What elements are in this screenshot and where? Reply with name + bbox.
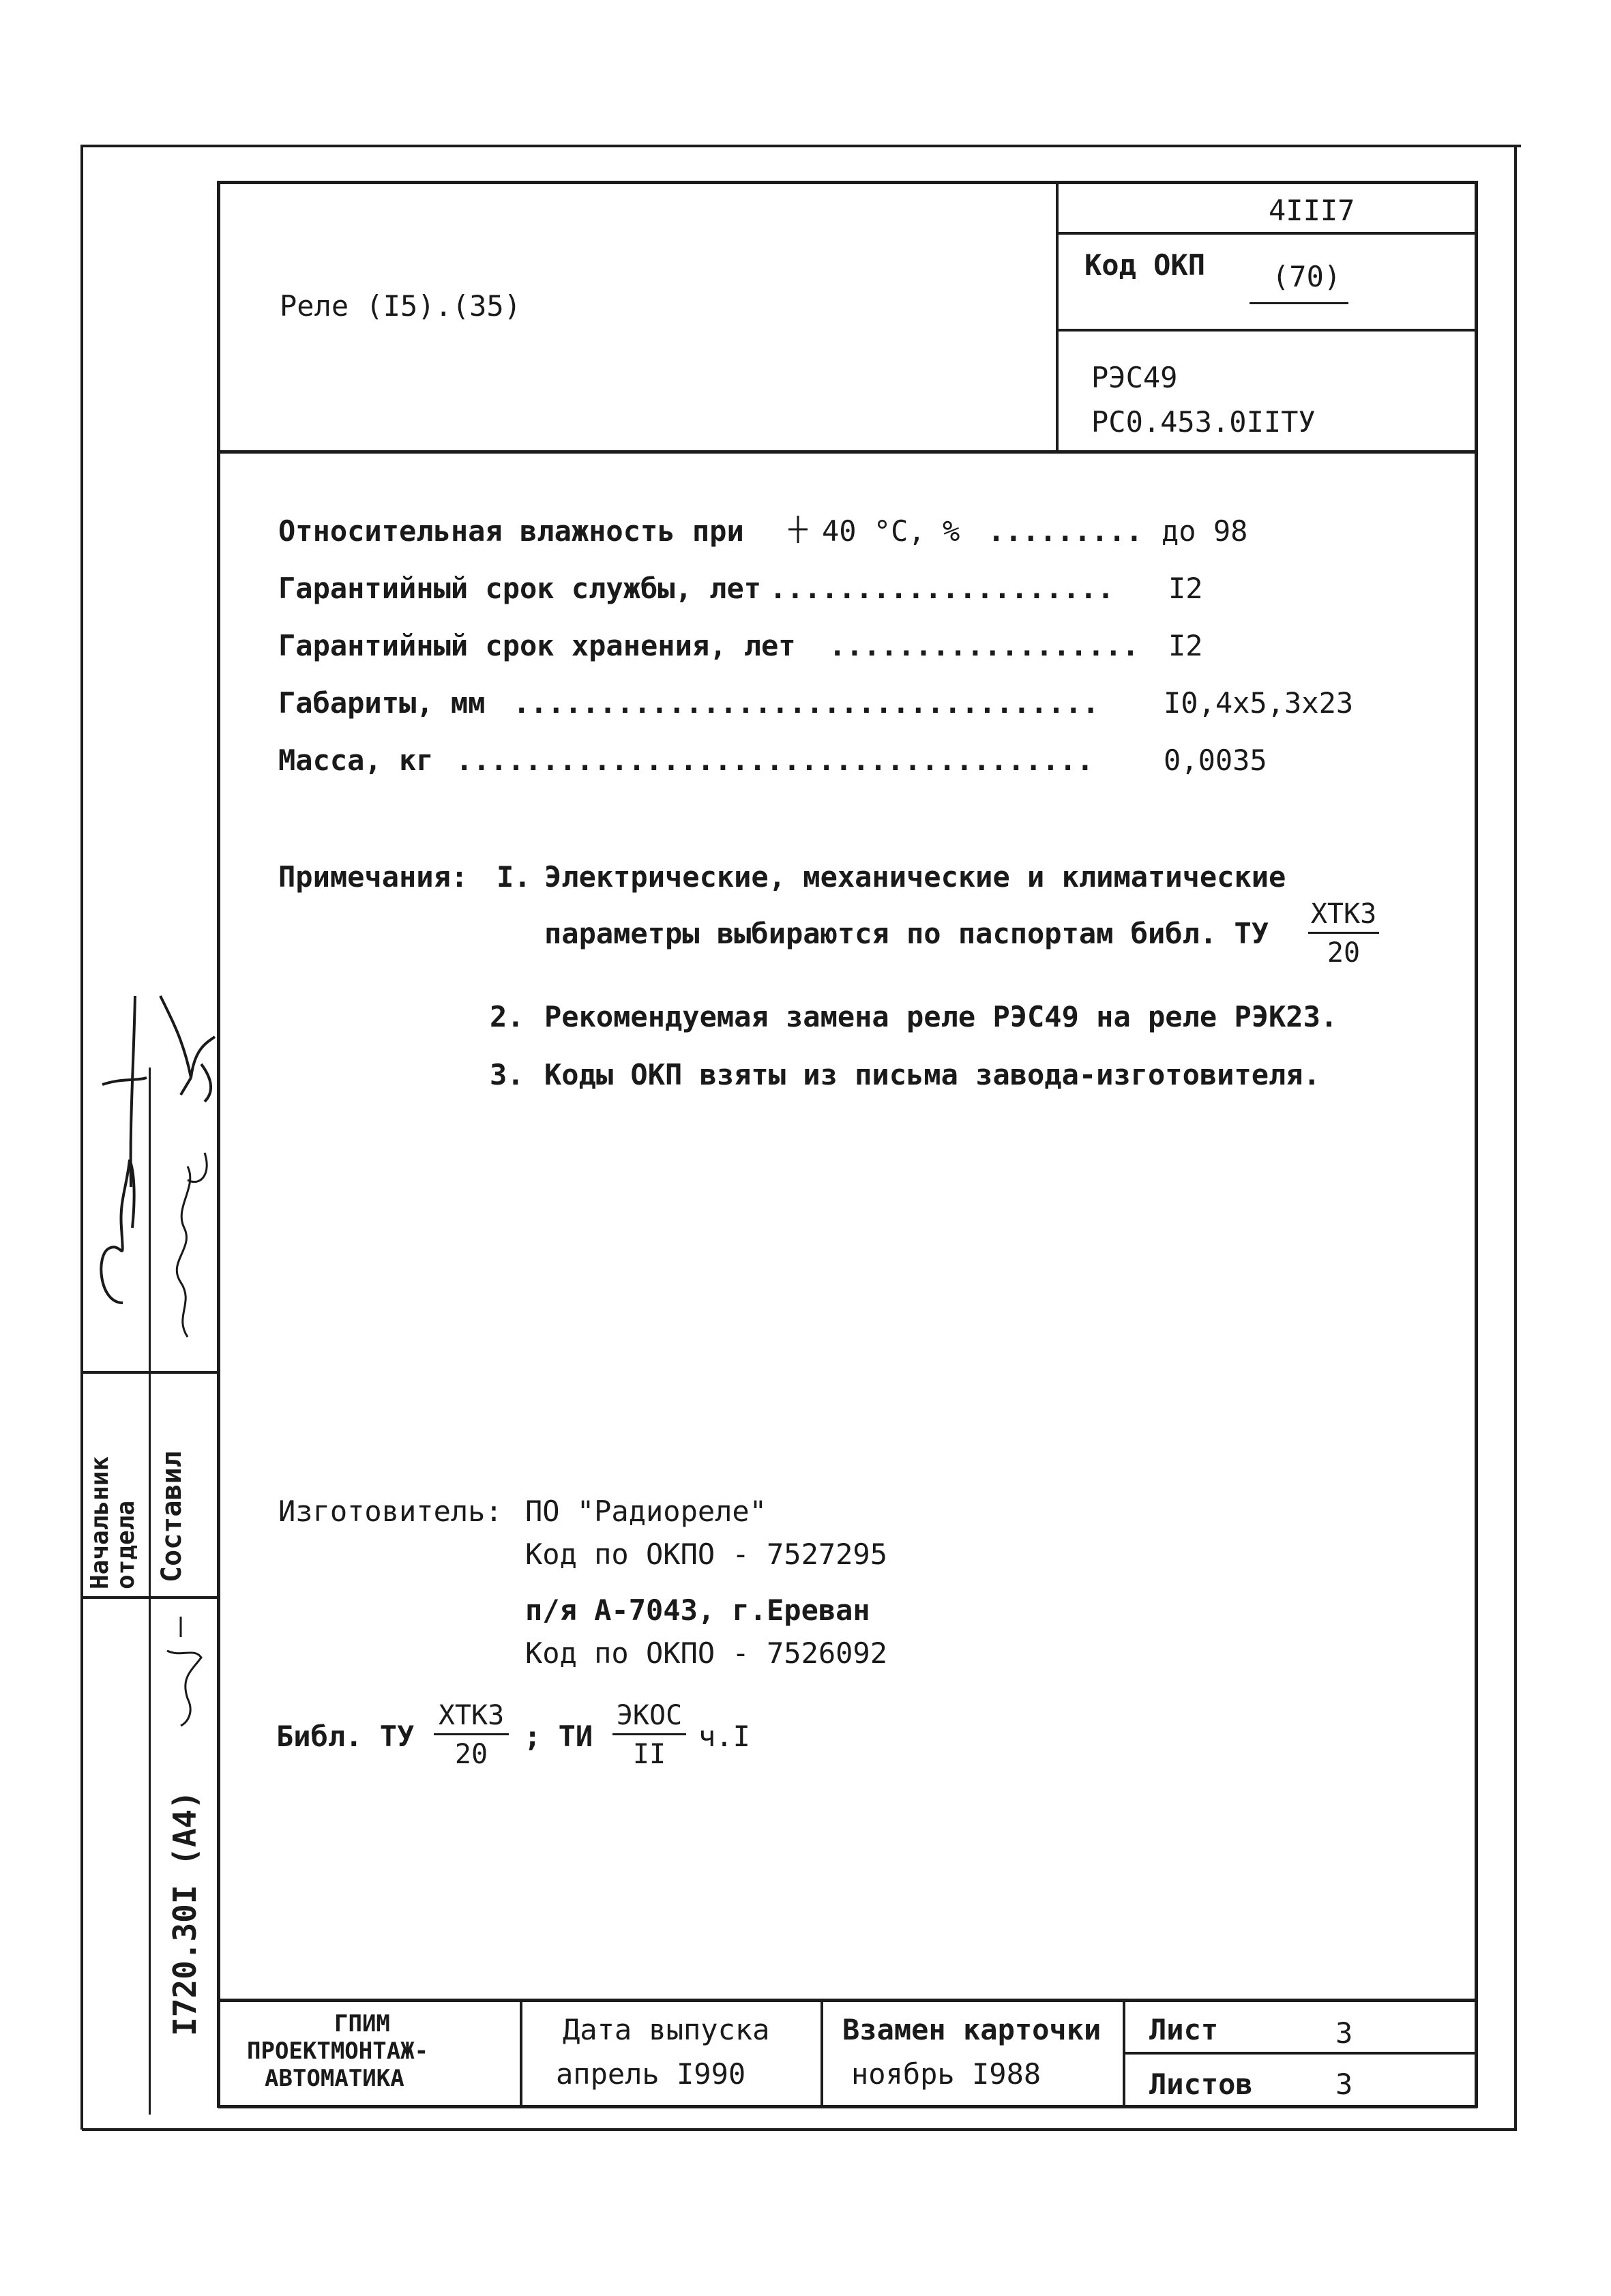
- footer-top: [218, 1999, 1477, 2002]
- biblio-mid: ; ТИ: [524, 1720, 593, 1753]
- manufacturer-line: Код по ОКПО - 7527295: [525, 1537, 888, 1571]
- frame-right: [1475, 181, 1478, 2108]
- footer-replace-value: ноябрь I988: [851, 2057, 1041, 2091]
- fraction-denominator: 20: [454, 1739, 488, 1770]
- footer-org-line: АВТОМАТИКА: [265, 2065, 404, 2092]
- okp-underline: [1250, 302, 1348, 304]
- param-dots: .....................................: [456, 744, 1094, 777]
- outer-border-bottom: [82, 2128, 1517, 2131]
- param-label: Габариты, мм: [278, 686, 486, 720]
- fraction-numerator: ХТКЗ: [1308, 900, 1379, 934]
- okp-value: (70): [1272, 260, 1342, 293]
- fraction-numerator: ЭКОС: [612, 1702, 686, 1735]
- header-vertical: [1056, 181, 1059, 452]
- spec-code: РС0.453.0IIТУ: [1091, 405, 1316, 439]
- okp-label: Код ОКП: [1084, 248, 1206, 282]
- footer-sheets-value: 3: [1335, 2067, 1353, 2101]
- fraction-denominator: 20: [1327, 937, 1361, 969]
- notes-label: Примечания:: [278, 860, 469, 894]
- footer-sheet-label: Лист: [1149, 2013, 1219, 2046]
- param-temp: 40 °С, %: [822, 514, 960, 548]
- biblio-prefix: Библ. ТУ: [276, 1720, 415, 1753]
- footer-org-line: ГПИМ: [334, 2010, 390, 2037]
- param-label: Гарантийный срок службы, лет: [278, 572, 762, 605]
- footer-col-2: [821, 1999, 823, 2108]
- footer-replace-label: Взамен карточки: [842, 2013, 1102, 2046]
- biblio-fraction-1: [434, 1702, 509, 1768]
- param-label: Относительная влажность при: [278, 514, 744, 548]
- param-label: Гарантийный срок хранения, лет: [278, 629, 796, 662]
- note-text: Электрические, механические и климатические: [544, 860, 1286, 894]
- card-title: Реле (I5).(35): [280, 289, 522, 323]
- param-value: I0,4х5,3х23: [1164, 686, 1354, 720]
- param-dots: ..................: [829, 629, 1140, 662]
- footer-org-line: ПРОЕКТМОНТАЖ-: [247, 2037, 429, 2065]
- header-separator: [218, 450, 1477, 454]
- note-text: Коды ОКП взяты из письма завода-изготовителя.: [544, 1058, 1320, 1091]
- manufacturer-line: Код по ОКПО - 7526092: [525, 1636, 888, 1670]
- footer-sheet-divider: [1124, 2052, 1476, 2055]
- param-value: 0,0035: [1164, 744, 1267, 777]
- side-compiled-label: Составил: [156, 1451, 188, 1583]
- note-number: I.: [497, 860, 531, 894]
- note-number: 3.: [490, 1058, 524, 1091]
- note-text: Рекомендуемая замена реле РЭС49 на реле РЭК23.: [544, 1000, 1338, 1033]
- note-text: параметры выбираются по паспортам библ. ТУ: [544, 917, 1269, 950]
- footer-sheets-label: Листов: [1149, 2067, 1253, 2101]
- note-fraction: [1308, 900, 1379, 967]
- param-value: I2: [1168, 572, 1203, 605]
- footer-sheet-value: 3: [1335, 2016, 1353, 2050]
- footer-col-1: [520, 1999, 522, 2108]
- form-code: I720.30I (A4): [166, 1790, 203, 2036]
- param-dots: .........: [988, 514, 1143, 548]
- t-symbol-icon: [783, 513, 810, 547]
- signature-form: [153, 1610, 215, 1733]
- footer-issue-value: апрель I990: [556, 2057, 746, 2091]
- param-value: до 98: [1162, 514, 1248, 548]
- outer-border-right: [1514, 145, 1517, 2130]
- footer-issue-label: Дата выпуска: [563, 2013, 770, 2046]
- outer-border-top: [82, 145, 1521, 147]
- param-value: I2: [1168, 629, 1203, 662]
- param-dots: ..................................: [513, 686, 1099, 720]
- biblio-fraction-2: [612, 1702, 686, 1768]
- signature-compiled: [147, 982, 228, 1364]
- manufacturer-line: п/я А-7043, г.Ереван: [525, 1593, 870, 1627]
- card-number: 4III7: [1269, 194, 1355, 227]
- param-label: Масса, кг: [278, 744, 434, 777]
- note-number: 2.: [490, 1000, 524, 1033]
- param-dots: ....................: [769, 572, 1114, 605]
- header-row2: [1056, 329, 1476, 332]
- manufacturer-label: Изготовитель:: [278, 1495, 503, 1528]
- frame-top: [218, 181, 1477, 184]
- biblio-suffix: ч.I: [698, 1720, 750, 1753]
- fraction-denominator: II: [632, 1739, 666, 1770]
- side-row-divider-2: [82, 1596, 218, 1599]
- model-code: РЭС49: [1091, 361, 1178, 394]
- fraction-numerator: ХТКЗ: [434, 1702, 509, 1735]
- side-head-label: Начальник отдела: [86, 1456, 140, 1589]
- header-row1: [1056, 232, 1476, 235]
- manufacturer-line: ПО "Радиореле": [525, 1495, 767, 1528]
- frame-bottom: [218, 2105, 1477, 2108]
- side-row-divider-1: [82, 1371, 218, 1374]
